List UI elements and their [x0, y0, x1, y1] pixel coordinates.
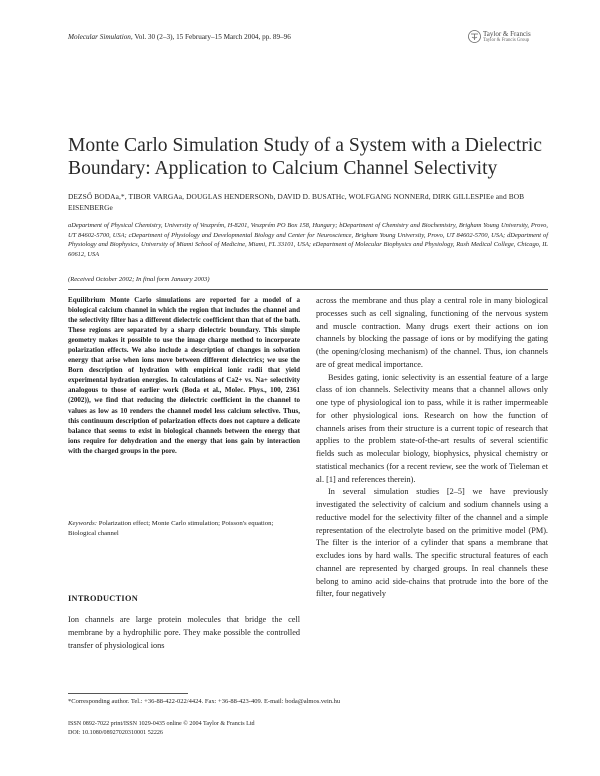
- publisher-subtitle: Taylor & Francis Group: [483, 38, 530, 43]
- author-list: DEZSŐ BODAa,*, TIBOR VARGAa, DOUGLAS HENDERSONb, DAVID D. BUSATHc, WOLFGANG NONNERd, DIRK GILLESPIEe and BOB EISENBERGe: [68, 192, 525, 212]
- header-divider: [68, 289, 548, 290]
- body-paragraph-2: Besides gating, ionic selectivity is an essential feature of a large class of ion channels. Selectivity means that a channel allows only one type of physiological ion to pass, while it is rather impermeable for other physiological ions. Research on how the function of channels arises from their structure is a current topic of research that applies to the problem state-of-the-art results of several scientific fields such as molecular biology, biophysics, physical chemistry or statistical mechanics (for a recent review, see the work of Tieleman et al. [1] and references therein).: [316, 372, 548, 484]
- keywords-values: Polarization effect; Monte Carlo stimulation; Poisson's equation; Biological channel: [68, 520, 274, 537]
- doi-line: DOI: 10.1080/08927020310001 52226: [68, 730, 163, 736]
- issn-info: [68, 720, 255, 738]
- affiliations: aDepartment of Physical Chemistry, University of Veszprém, H-8201, Veszprém PO Box 158, Hungary; bDepartment of Chemistry and Biochemistry, Brigham Young University, Provo, UT 84602-5700, USA; cDepartment of Physiology and Developmental Biology and Center for Neuroscience, Brigham Young University, Provo, UT 84602-5700, USA; dDepartment of Physiology and Biophysics, University of Miami School of Medicine, Miami, FL 33101, USA; eDepartment of Molecular Biophysics and Physiology, Rush Medical College, Chicago, IL 60612, USA: [68, 222, 548, 258]
- body-paragraph-1: across the membrane and thus play a central role in many biological processes such as cell signaling, functioning of the nervous system and muscle contraction. Many drugs exert their actions on ion channels by blocking the passage of ions or by modifying the gating (the opening/closing mechanism) of the channel. Thus, ion channels are of great medical importance.: [316, 296, 548, 369]
- right-column: [316, 295, 548, 601]
- issn-line: ISSN 0892-7022 print/ISSN 1029-0435 online © 2004 Taylor & Francis Ltd: [68, 721, 255, 727]
- publisher-logo: [468, 29, 548, 47]
- corresponding-author-footnote: *Corresponding author. Tel.: +36-88-422-022/4424. Fax: +36-88-423-409. E-mail: boda@almos.vein.hu: [68, 698, 341, 705]
- publisher-name: Taylor & Francis: [483, 30, 531, 38]
- received-dates: (Received October 2002; In final form January 2003): [68, 276, 210, 283]
- body-paragraph-3: In several simulation studies [2–5] we have previously investigated the selectivity of calcium and sodium channels using a reductive model for the selectivity filter of the channel and a simple representation of the electrolyte based on the primitive model (PM). The filter is the interior of a cylinder that spans a membrane that excludes ions by hard walls. The specific structural features of each channel are represented by charged groups. In real channels these belong to amino acid side-chains that protrude into the bore of the filter, four negatively: [316, 487, 548, 599]
- journal-name: Molecular Simulation,: [68, 33, 133, 41]
- volume-info: Vol. 30 (2–3), 15 February–15 March 2004, pp. 89–96: [134, 33, 291, 41]
- journal-citation: [68, 33, 291, 41]
- publisher-emblem-icon: [468, 30, 481, 43]
- footnote-divider: [68, 693, 188, 694]
- section-heading-introduction: INTRODUCTION: [68, 594, 138, 603]
- keywords-label: Keywords:: [68, 520, 97, 527]
- keywords: [68, 519, 300, 539]
- left-column: [68, 295, 300, 456]
- abstract: Equilibrium Monte Carlo simulations are reported for a model of a biological calcium channel in which the region that includes the channel and the selectivity filter has a different dielectric coefficient than that of the bath. These regions are separated by a sharp dielectric boundary. This simple geometry makes it possible to use the image charge method to incorporate polarization effects. We also include a description of changes in solvation energy that arise when ions move between different dielectrics; we use the Born description of hydration with empirical ionic radii that yield experimental hydration energies. In calculations of Ca2+ vs. Na+ selectivity analogous to those of earlier work (Boda et al., Molec. Phys., 100, 2361 (2002)), we find that reducing the dielectric coefficient in the channel to values as low as 10 renders the channel model less calcium selective. Thus, this continuum description of polarization effects does not capture a delicate balance that seems to exist in biological channels between the energy that ions require for dehydration and the energy that ions gain by interaction with the charged groups in the pore.: [68, 296, 300, 455]
- intro-paragraph: Ion channels are large protein molecules that bridge the cell membrane by a hydrophilic pore. They make possible the controlled transfer of physiological ions: [68, 615, 300, 650]
- paper-title: Monte Carlo Simulation Study of a System with a Dielectric Boundary: Application to Calcium Channel Selectivity: [68, 135, 542, 179]
